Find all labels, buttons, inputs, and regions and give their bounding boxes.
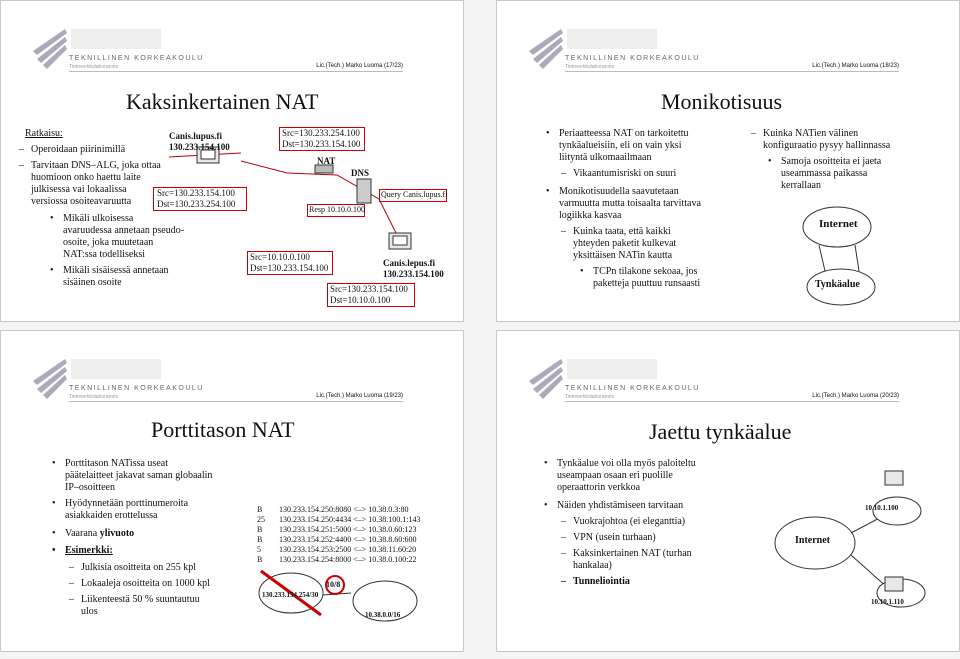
department-name: Tietoverkkolaboratorio [565,394,615,400]
subbullet: • Mikäli sisäisessä annetaan [63,265,169,277]
nat-label: NAT [317,156,336,166]
page-number: Lic.(Tech.) Marko Luoma (20/23) [812,393,899,399]
bullet-cont: liityntä ulkomaailmaan [559,152,652,163]
row-tag: B [257,535,263,544]
host-a-ip: 130.233.154.100 [169,142,230,152]
subbullet: – Julkisia osoitteita on 255 kpl [81,562,196,574]
bullet-cont: huomioon onko haettu laite [31,172,141,183]
slide-title: Monikotisuus [661,89,783,114]
pkt2-dst: Dst=130.233.154.100 [282,139,361,149]
subbullet: – Vuokrajohtoa (ei eleganttia) [573,516,685,528]
bullet: • Näiden yhdistämiseen tarvitaan [557,500,683,512]
pkt3-src: Src=10.10.0.100 [250,252,310,262]
bullet-cont: päätelaitteet jakavat saman globaalin [65,470,213,481]
pkt4-src: Src=130.233.154.100 [330,284,408,294]
bullet: – Kuinka NATien välinen [763,128,858,140]
bullet-cont: logiikka kasvaa [559,210,622,221]
bullet: – Operoidaan piirinimillä [31,144,125,156]
row-tag: 25 [257,515,265,524]
subbullet: – Vikaantumisriski on suuri [573,168,676,180]
subbullet-cont: NAT:ssa todelliseksi [63,249,145,260]
row-mapping: 130.233.154.250:8080 <–> 10.38.0.3:80 [279,505,409,514]
pkt4-dst: Dst=10.10.0.100 [330,295,391,305]
row-mapping: 130.233.154.252:4400 <–> 10.38.8.60:600 [279,535,417,544]
slide-porttitason-nat [0,330,464,652]
university-name: TEKNILLINEN KORKEAKOULU [565,385,700,392]
subbullet-cont: sisäinen osoite [63,277,122,288]
slide-title: Jaettu tynkäalue [649,419,792,444]
page-number: Lic.(Tech.) Marko Luoma (19/23) [316,393,403,399]
internet-label: Internet [795,535,830,546]
subbullet-cont: hankalaa) [573,560,612,571]
department-name: Tietoverkkolaboratorio [69,394,119,400]
pkt1-src: Src=130.233.154.100 [157,188,235,198]
resp-label: Resp 10.10.0.100 [309,205,365,214]
subsubbullet: • TCPn tilakone sekoaa, jos [593,266,697,278]
ratkaisu-label: Ratkaisu: [25,128,63,139]
page-number: Lic.(Tech.) Marko Luoma (18/23) [812,63,899,69]
subbullet-cont: avaruudessa annetaan pseudo- [63,225,185,236]
university-name: TEKNILLINEN KORKEAKOULU [69,385,204,392]
subbullet-cont: ulos [81,606,98,617]
p6-emph: ylivuoto [99,528,135,539]
slide-jaettu-tynkaalue [496,330,960,652]
query-label: Query Canis.lupus.fi [381,190,448,199]
bullet-cont: varmuutta mutta toisaalta tarvittava [559,198,701,209]
bullet-cont: konfiguraatio pysyy hallinnassa [763,140,891,151]
dns-label: DNS [351,168,370,178]
pkt2-src: Src=130.233.254.100 [282,128,360,138]
slide-title: Kaksinkertainen NAT [126,89,319,114]
subbullet: • Mikäli ulkoisessa [63,213,133,225]
host-a-name: Canis.lupus.fi [169,131,223,141]
subbullet: – Liikenteestä 50 % suuntautuu [81,594,200,606]
bullet-cont: julkisessa vai lokaalissa [31,184,127,195]
subbullet: • Samoja osoitteita ei jaeta [781,156,881,168]
net-private: 10.38.0.0/16 [365,611,401,619]
row-mapping: 130.233.154.254:8000 <–> 10.38.0.100:22 [279,555,417,564]
page-number: Lic.(Tech.) Marko Luoma (17/23) [316,63,403,69]
bullet: • Esimerkki: [65,545,113,557]
row-tag: B [257,505,263,514]
multihoming-diagram [497,1,960,322]
bullet: • Porttitason NATissa useat [65,458,168,470]
pkt3-dst: Dst=130.233.154.100 [250,263,329,273]
p6-text: Vaarana [65,528,100,539]
bullet: – Tarvitaan DNS–ALG, joka ottaa [31,160,161,172]
subbullet-cont: kerrallaan [781,180,821,191]
row-tag: 5 [257,545,261,554]
department-name: Tietoverkkolaboratorio [69,64,119,70]
university-name: TEKNILLINEN KORKEAKOULU [69,55,204,62]
net-public: 130.233.154.254/30 [262,591,319,599]
subbullet: – Kaksinkertainen NAT (turhan [573,548,692,560]
subbullet: – Kuinka taata, että kaikki [573,226,671,238]
bullet-cont: asiakkaiden erottelussa [65,510,158,521]
host-b-name: Canis.lepus.fi [383,258,436,268]
bullet-cont: operaattorin verkkoa [557,482,641,493]
net-b-label: 10.10.1.110 [871,598,904,606]
subbullet-cont: osoite, joka muutetaan [63,237,154,248]
bullet: • Monikotisuudella saavutetaan [559,186,679,198]
bullet-cont: IP–osoitteen [65,482,115,493]
bullet: • Hyödynnetään porttinumeroita [65,498,188,510]
bullet-cont: tynkäalueisiin, eli on vain yksi [559,140,682,151]
stub-label: Tynkäalue [815,279,860,290]
bullet: • Periaatteessa NAT on tarkoitettu [559,128,689,140]
bullet: • Tynkäalue voi olla myös paloiteltu [557,458,696,470]
row-mapping: 130.233.154.253:2500 <–> 10.38.11.60:20 [279,545,417,554]
internet-label: Internet [819,218,858,230]
host-b-ip: 130.233.154.100 [383,269,444,279]
pkt1-dst: Dst=130.233.254.100 [157,199,236,209]
subbullet: – Lokaaleja osoitteita on 1000 kpl [81,578,210,590]
subbullet-cont: yksittäisen NATin kautta [573,250,673,261]
bullet-cont: useampaan osaan eri puolille [557,470,673,481]
row-tag: B [257,555,263,564]
row-tag: B [257,525,263,534]
slide-monikotisuus [496,0,960,322]
subbullet: – Tunneliointia [573,576,630,588]
port-nat-diagram [1,331,464,652]
university-name: TEKNILLINEN KORKEAKOULU [565,55,700,62]
subbullet: – VPN (usein turhaan) [573,532,656,544]
bullet-cont: versiossa osoiteavaruutta [31,196,132,207]
department-name: Tietoverkkolaboratorio [565,64,615,70]
subbullet-cont: useammassa paikassa [781,168,868,179]
subbullet-cont: yhteyden paketit kulkevat [573,238,677,249]
slide-title: Porttitason NAT [151,417,295,442]
slide-kaksinkertainen-nat [0,0,464,322]
flow-count: 10/8 [326,580,341,589]
row-mapping: 130.233.154.251:5000 <–> 10.38.0.60:123 [279,525,417,534]
net-a-label: 10.10.1.100 [865,504,899,512]
row-mapping: 130.233.154.250:4434 <–> 10.38.100.1:143 [279,515,421,524]
subsubbullet-cont: paketteja puuttuu runsaasti [593,278,701,289]
